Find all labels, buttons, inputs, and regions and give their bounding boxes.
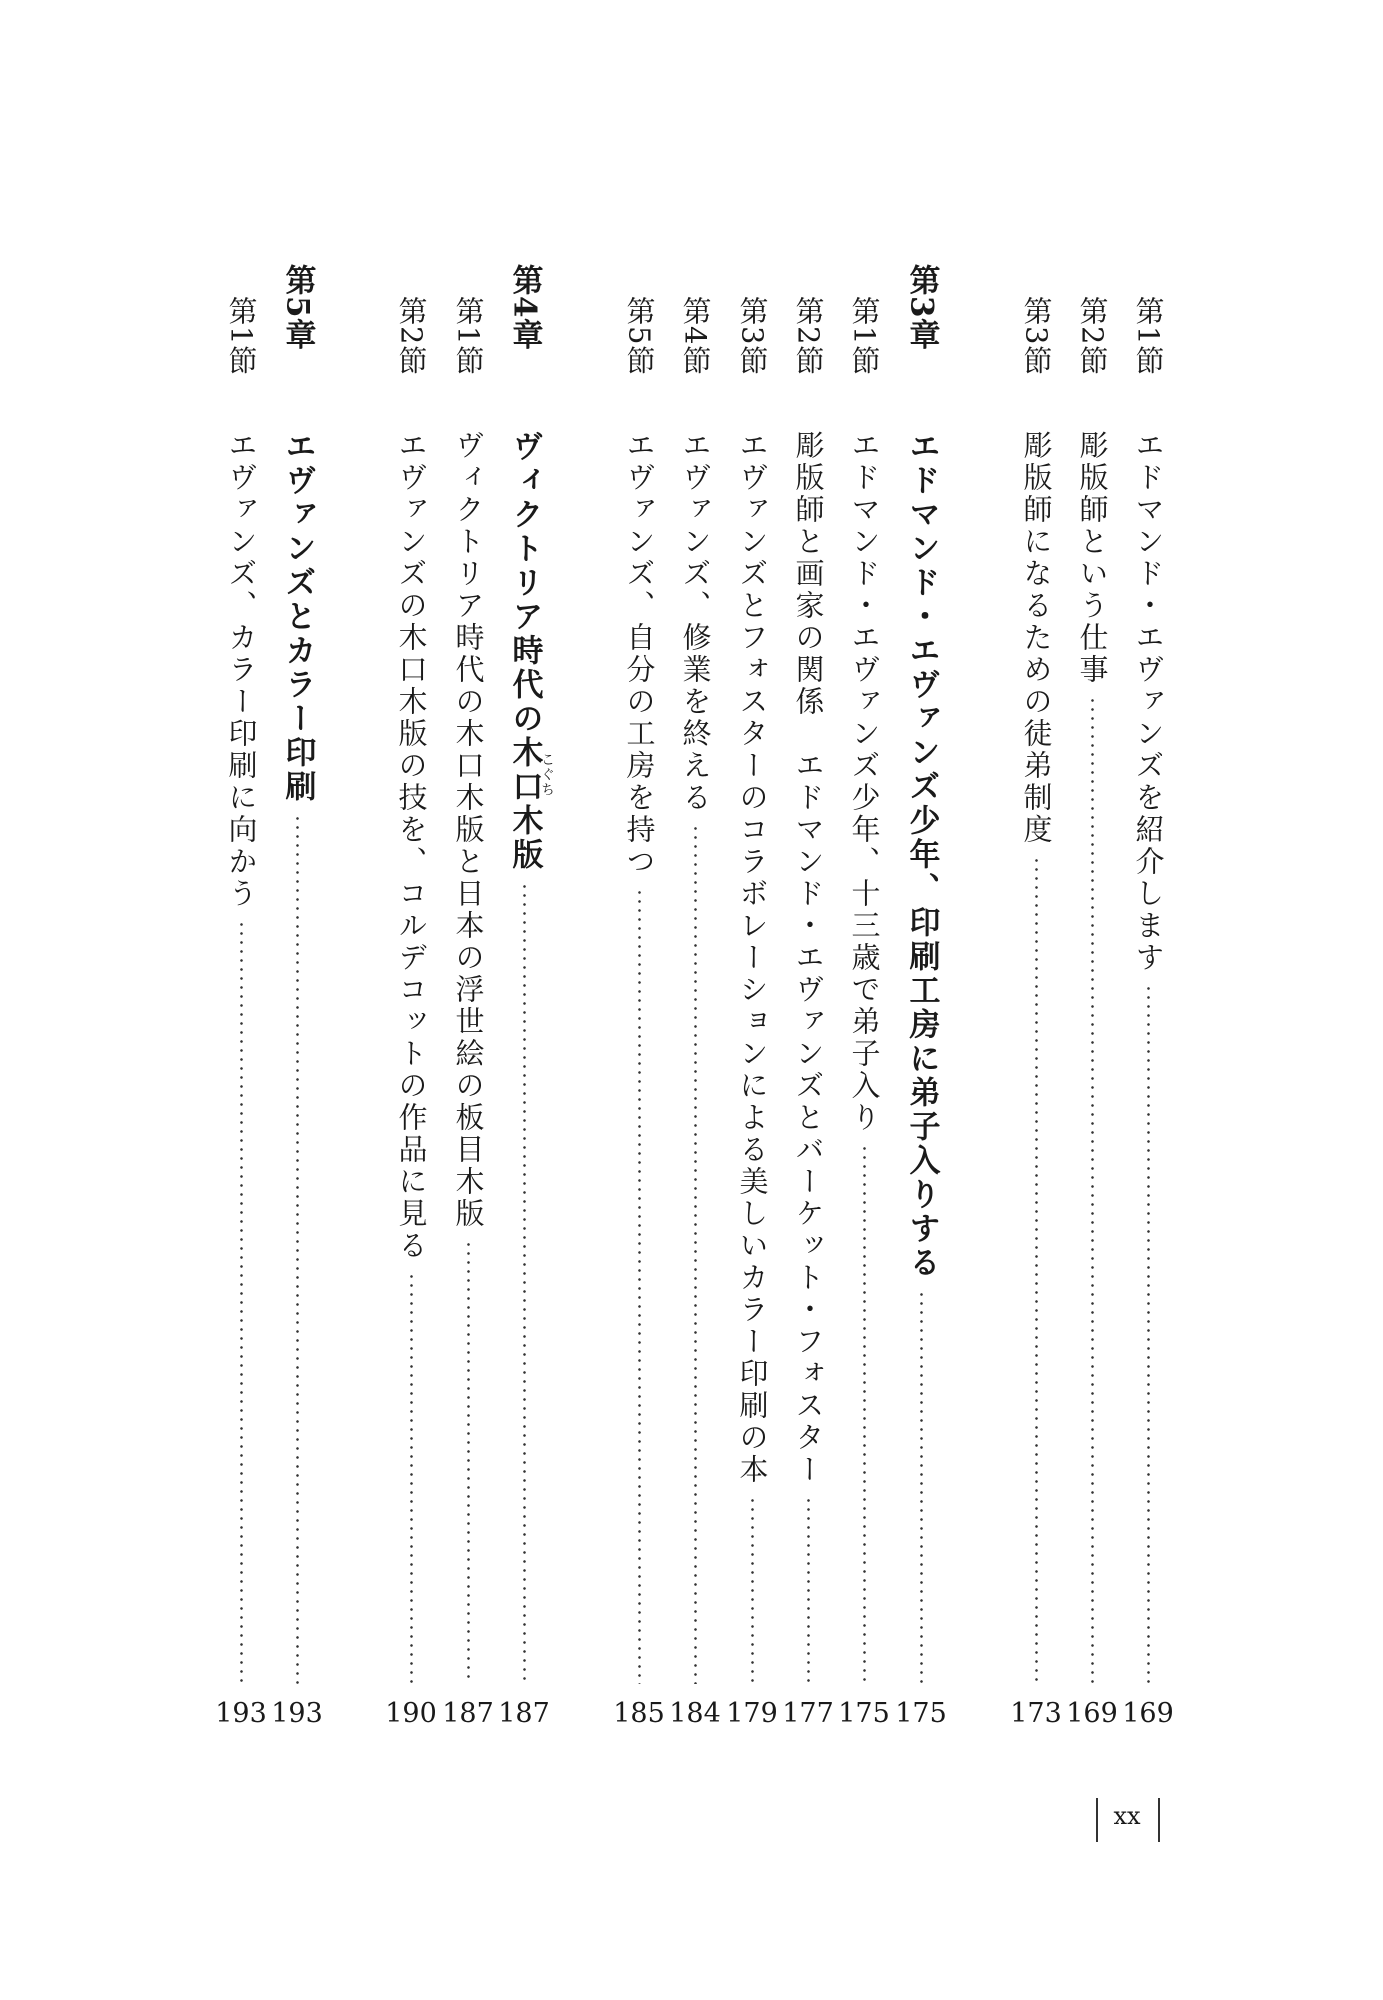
- chapter-title: ヴィクトリア時代の木口木版: [506, 430, 543, 872]
- toc-entry-section: [1120, 0, 1176, 2000]
- folio-right-rule: [1158, 1798, 1160, 1842]
- section-number: 第1節: [847, 296, 882, 376]
- section-number: 第2節: [1075, 296, 1110, 376]
- page-number: 190: [385, 1698, 437, 1729]
- section-title: エヴァンズ、自分の工房を持つ: [622, 430, 657, 878]
- page-number: 175: [895, 1698, 947, 1729]
- dot-leader: [523, 882, 526, 1684]
- toc-entry-chapter: [269, 0, 325, 2000]
- section-title: 彫版師という仕事: [1075, 430, 1110, 686]
- toc-entry-section: [440, 0, 496, 2000]
- toc-entry-section: [1064, 0, 1120, 2000]
- section-number: 第4節: [678, 296, 713, 376]
- section-number: 第3節: [735, 296, 770, 376]
- section-number: 第5節: [622, 296, 657, 376]
- page-number: 175: [838, 1698, 890, 1729]
- dot-leader: [920, 1290, 923, 1684]
- section-number: 第2節: [791, 296, 826, 376]
- page-number: 179: [726, 1698, 778, 1729]
- section-title: エヴァンズとフォスターのコラボレーションによる美しいカラー印刷の本: [735, 430, 770, 1486]
- dot-leader: [1035, 856, 1038, 1684]
- section-title: エドマンド・エヴァンズを紹介します: [1131, 430, 1166, 974]
- section-number: 第1節: [451, 296, 486, 376]
- section-title: 彫版師になるための徒弟制度: [1019, 430, 1054, 846]
- page-number: 173: [1010, 1698, 1062, 1729]
- toc-entry-section: [667, 0, 723, 2000]
- dot-leader: [467, 1240, 470, 1684]
- section-number: 第1節: [1131, 296, 1166, 376]
- toc-entry-chapter: [496, 0, 555, 2000]
- chapter-title: エドマンド・エヴァンズ少年、印刷工房に弟子入りする: [903, 430, 940, 1280]
- section-title: 彫版師と画家の関係 エドマンド・エヴァンズとバーケット・フォスター: [791, 430, 826, 1486]
- toc-entry-section: [611, 0, 667, 2000]
- dot-leader: [638, 888, 641, 1684]
- page-number: 193: [215, 1698, 267, 1729]
- page-number: 177: [782, 1698, 834, 1729]
- page-number: 193: [271, 1698, 323, 1729]
- section-title: エドマンド・エヴァンズ少年、十三歳で弟子入り: [847, 430, 882, 1134]
- ruby-reading: こぐち: [539, 752, 555, 797]
- section-number: 第2節: [394, 296, 429, 376]
- page-number: 187: [442, 1698, 494, 1729]
- page-number: 184: [669, 1698, 721, 1729]
- chapter-number: 第5章: [279, 264, 316, 351]
- toc-entry-section: [383, 0, 439, 2000]
- section-title: エヴァンズ、修業を終える: [678, 430, 713, 814]
- toc-entry-section: [1008, 0, 1064, 2000]
- section-title: ヴィクトリア時代の木口木版と日本の浮世絵の板目木版: [451, 430, 486, 1230]
- page-number: 169: [1122, 1698, 1174, 1729]
- toc-entry-section: [724, 0, 780, 2000]
- toc-entry-chapter: [893, 0, 949, 2000]
- dot-leader: [296, 814, 299, 1684]
- section-number: 第3節: [1019, 296, 1054, 376]
- page-number: 169: [1066, 1698, 1118, 1729]
- folio: xx: [1113, 1802, 1141, 1830]
- section-title: エヴァンズの木口木版の技を、コルデコットの作品に見る: [394, 430, 429, 1262]
- dot-leader: [751, 1496, 754, 1684]
- dot-leader: [410, 1272, 413, 1684]
- toc-entry-section: [213, 0, 269, 2000]
- section-title: エヴァンズ、カラー印刷に向かう: [224, 430, 259, 910]
- dot-leader: [807, 1496, 810, 1684]
- section-number: 第1節: [224, 296, 259, 376]
- dot-leader: [694, 824, 697, 1684]
- chapter-number: 第3章: [903, 264, 940, 351]
- page-number: 187: [498, 1698, 550, 1729]
- dot-leader: [1091, 696, 1094, 1684]
- dot-leader: [863, 1144, 866, 1684]
- chapter-number: 第4章: [506, 264, 543, 351]
- page-number: 185: [613, 1698, 665, 1729]
- toc-entry-section: [836, 0, 892, 2000]
- chapter-title: エヴァンズとカラー印刷: [279, 430, 316, 804]
- toc-entry-section: [780, 0, 836, 2000]
- dot-leader: [1147, 984, 1150, 1684]
- dot-leader: [240, 920, 243, 1684]
